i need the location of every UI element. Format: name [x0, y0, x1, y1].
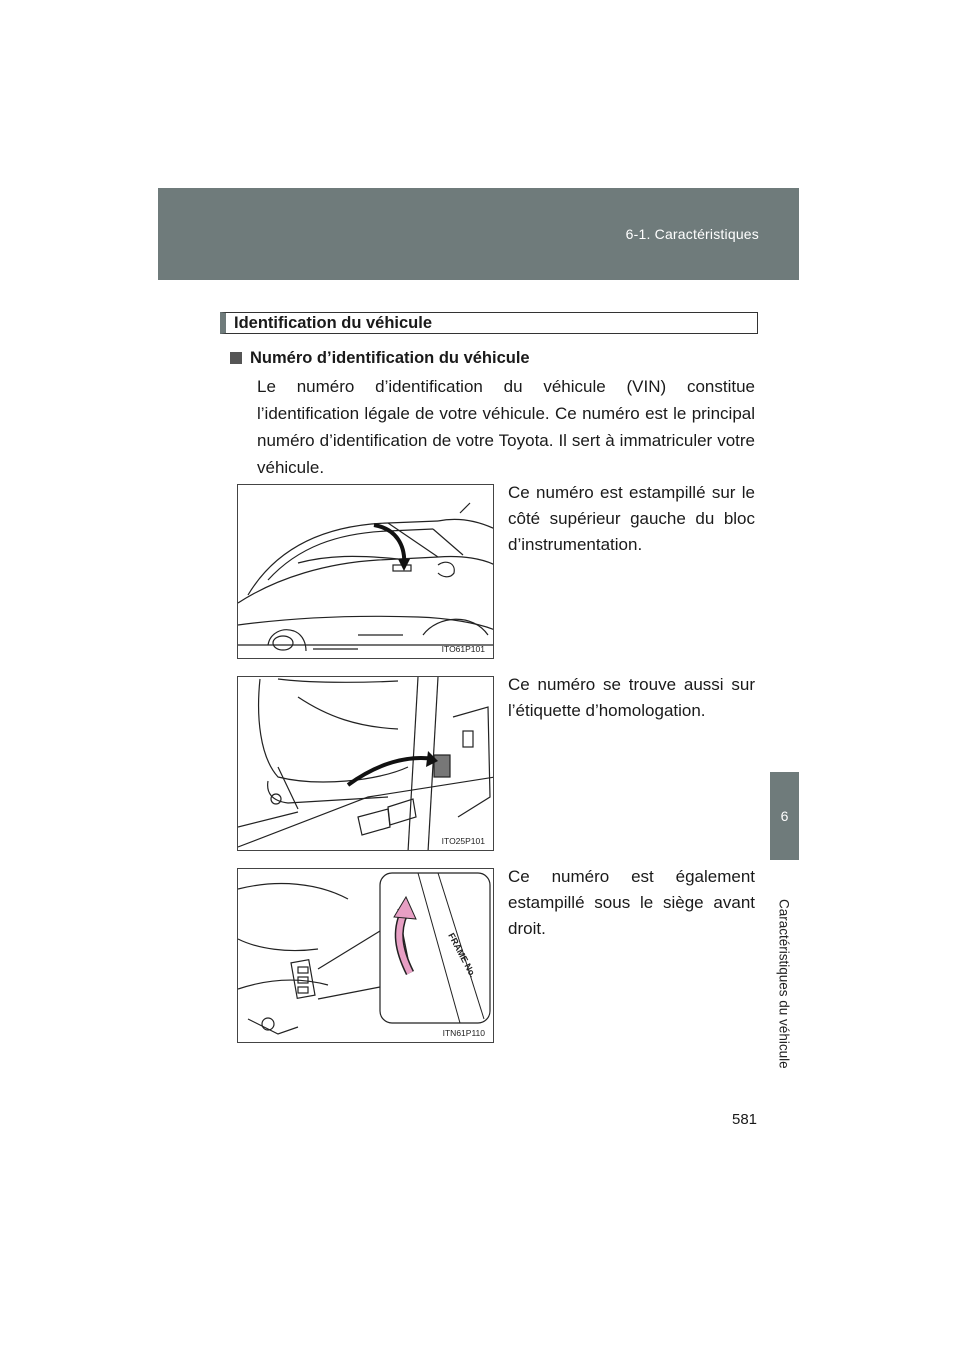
chapter-title: Caractéristiques du véhicule	[776, 899, 792, 1069]
section-breadcrumb: 6-1. Caractéristiques	[625, 226, 759, 242]
chapter-title-tab	[762, 876, 806, 1092]
subheading-text: Numéro d’identification du véhicule	[250, 349, 530, 367]
frame-number-label: FRAME No.	[446, 931, 479, 980]
figure-caption-1: Ce numéro est estampillé sur le côté supérieur gauche du bloc d’instrumentation.	[508, 483, 755, 554]
car-windshield-illustration	[238, 485, 494, 659]
figure-code: ITN61P110	[442, 1028, 485, 1038]
header-band	[158, 188, 799, 280]
subheading	[230, 349, 530, 368]
page-number: 581	[732, 1111, 758, 1128]
figure-caption-3: Ce numéro est également estampillé sous le siège avant droit.	[508, 867, 755, 938]
section-title: Identification du véhicule	[220, 312, 758, 334]
seat-door-illustration	[238, 677, 494, 851]
intro-paragraph: Le numéro d’identification du véhicule (VIN) constitue l’identification légale de votre véhicule. Ce numéro est le principal numéro d’identification de votre Toyota. Il sert à immatriculer votre véhicule.	[257, 377, 755, 477]
figure-code: ITO25P101	[441, 836, 485, 846]
figure-caption-2: Ce numéro se trouve aussi sur l’étiquette d’homologation.	[508, 675, 755, 720]
square-bullet-icon	[230, 352, 242, 364]
figure-code: ITO61P101	[441, 644, 485, 654]
figure-vin-dashboard	[237, 484, 494, 659]
chapter-number-tab: 6	[770, 772, 799, 860]
figure-certification-label	[237, 676, 494, 851]
figure-frame-number	[237, 868, 494, 1043]
under-seat-illustration	[238, 869, 494, 1043]
